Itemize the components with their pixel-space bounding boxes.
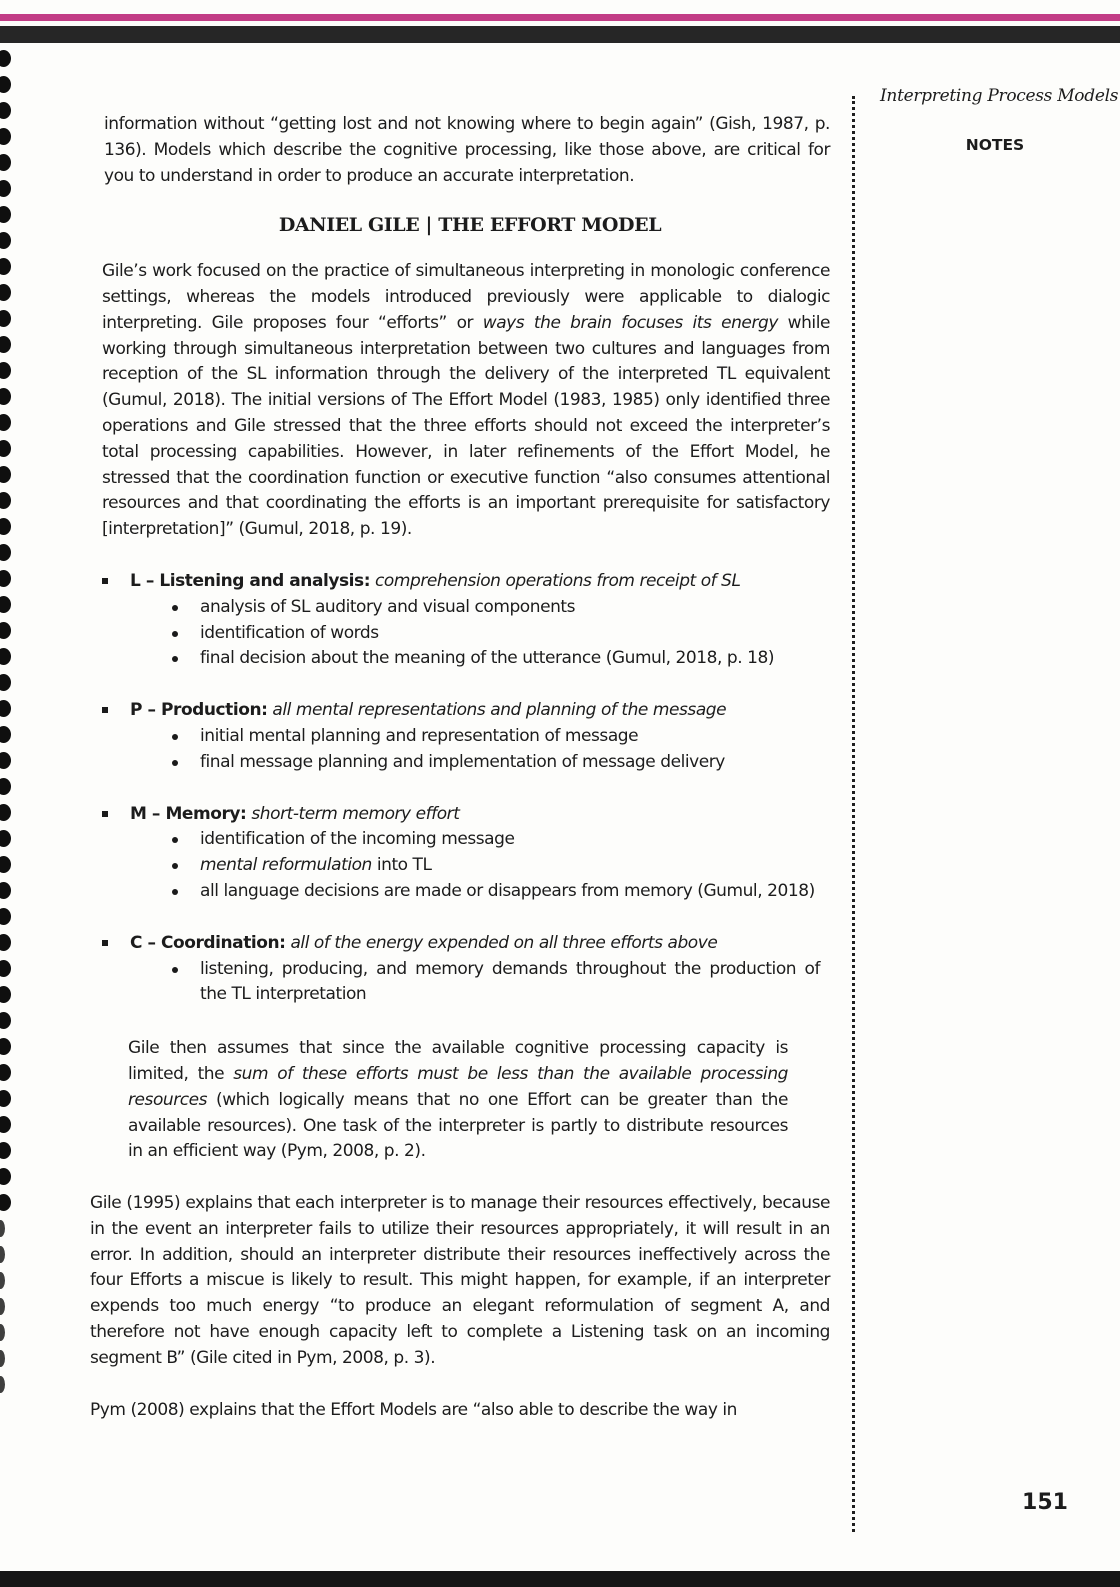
effort-description: all of the energy expended on all three efforts above — [290, 932, 718, 953]
intro-paragraph: information without “getting lost and not knowing where to begin again” (Gish, 1987, p. 136). Models which describe the cognitive processing, like those above, are critical for you to understand in order to produce an accurate interpretation. — [104, 114, 830, 186]
binding-hole — [0, 544, 11, 561]
gile-paragraph: Gile’s work focused on the practice of simultaneous interpreting in monologic conference settings, whereas the models introduced previously were applicable to dialogic interpreting. Gile proposes four “efforts” or ways the brain focuses its energy while working through simultaneous interpretation between two cultures and languages from reception of the SL information through the delivery of the interpreted TL equivalent (Gumul, 2018). The initial versions of The Effort Model (1983, 1985) only identified three operations and Gile stressed that the three efforts should not exceed the interpreter’s total processing capabilities. However, in later refinements of the Effort Model, he stressed that the coordination function or executive function “also consumes attentional resources and that coordinating the efforts is an important prerequisite for satisfactory [interpretation]” (Gumul, 2018, p. 19). — [102, 261, 830, 540]
square-bullet-icon — [102, 707, 108, 713]
binding-hole — [0, 50, 11, 67]
notes-label: NOTES — [965, 136, 1025, 154]
spiral-binding — [0, 50, 14, 1410]
binding-hole — [0, 830, 11, 847]
binding-hole — [0, 856, 11, 873]
effort-items — [130, 957, 830, 1009]
top-accent-bar — [0, 14, 1120, 21]
binding-hole — [0, 258, 11, 275]
effort-items — [130, 724, 830, 776]
binding-hole — [0, 414, 11, 431]
effort-label: M – Memory: — [130, 803, 247, 824]
effort-coordination — [90, 931, 830, 1008]
binding-hole — [0, 180, 11, 197]
list-item: final message planning and implementation of message delivery — [200, 750, 830, 776]
binding-hole — [0, 700, 11, 717]
binding-hole — [0, 726, 11, 743]
emphasis: sum of these efforts must be less than the available processing resources — [128, 1063, 788, 1110]
effort-listening — [90, 569, 830, 672]
binding-hole — [0, 1168, 11, 1185]
binding-hole — [0, 440, 11, 457]
binding-hole — [0, 232, 11, 249]
bottom-black-bar — [0, 1571, 1120, 1587]
binding-hole — [0, 804, 11, 821]
binding-hole — [0, 128, 11, 145]
binding-hole — [0, 1376, 5, 1393]
effort-label: P – Production: — [130, 700, 268, 721]
binding-hole — [0, 362, 11, 379]
page-number: 151 — [1022, 1490, 1068, 1515]
effort-description: all mental representations and planning of the message — [272, 700, 727, 721]
pym-paragraph: Pym (2008) explains that the Effort Models are “also able to describe the way in — [90, 1399, 737, 1420]
binding-hole — [0, 622, 11, 639]
binding-hole — [0, 1038, 11, 1055]
list-item: final decision about the meaning of the utterance (Gumul, 2018, p. 18) — [200, 646, 830, 672]
main-text — [90, 112, 830, 1423]
binding-hole — [0, 882, 11, 899]
running-head: Interpreting Process Models — [880, 86, 1119, 106]
binding-hole — [0, 284, 11, 301]
binding-hole — [0, 1272, 5, 1289]
square-bullet-icon — [102, 578, 108, 584]
binding-hole — [0, 336, 11, 353]
binding-hole — [0, 1090, 11, 1107]
binding-hole — [0, 778, 11, 795]
effort-items — [130, 595, 830, 672]
binding-hole — [0, 388, 11, 405]
binding-hole — [0, 596, 11, 613]
binding-hole — [0, 1116, 11, 1133]
list-item: identification of the incoming message — [200, 827, 830, 853]
binding-hole — [0, 1298, 5, 1315]
binding-hole — [0, 1324, 5, 1341]
binding-hole — [0, 466, 11, 483]
binding-hole — [0, 960, 11, 977]
binding-hole — [0, 570, 11, 587]
binding-hole — [0, 310, 11, 327]
effort-memory — [90, 802, 830, 905]
binding-hole — [0, 648, 11, 665]
binding-hole — [0, 1142, 11, 1159]
binding-hole — [0, 1194, 11, 1211]
section-heading: DANIEL GILE | THE EFFORT MODEL — [278, 214, 662, 237]
effort-label: L – Listening and analysis: — [130, 570, 371, 591]
binding-hole — [0, 102, 11, 119]
binding-hole — [0, 76, 11, 93]
assumes-paragraph: Gile then assumes that since the available cognitive processing capacity is limited, the sum of these efforts must be less than the available processing resources (which logically means that no one Effort can be greater than the available resources). One task of the interpreter is partly to distribute resources in an efficient way (Pym, 2008, p. 2). — [128, 1038, 788, 1162]
square-bullet-icon — [102, 940, 108, 946]
effort-label: C – Coordination: — [130, 932, 286, 953]
square-bullet-icon — [102, 811, 108, 817]
list-item: identification of words — [200, 621, 830, 647]
binding-hole — [0, 908, 11, 925]
binding-hole — [0, 154, 11, 171]
effort-items — [130, 827, 830, 904]
binding-hole — [0, 934, 11, 951]
emphasis: ways the brain focuses its energy — [482, 312, 778, 333]
binding-hole — [0, 1350, 5, 1367]
binding-hole — [0, 206, 11, 223]
top-black-bar — [0, 26, 1120, 43]
list-item: listening, producing, and memory demands throughout the production of the TL interpretation — [200, 957, 830, 1009]
binding-hole — [0, 1064, 11, 1081]
effort-description: comprehension operations from receipt of SL — [375, 570, 741, 591]
binding-hole — [0, 674, 11, 691]
effort-description: short-term memory effort — [251, 803, 460, 824]
binding-hole — [0, 492, 11, 509]
binding-hole — [0, 1246, 5, 1263]
binding-hole — [0, 752, 11, 769]
binding-hole — [0, 518, 11, 535]
binding-hole — [0, 1012, 11, 1029]
list-item: mental reformulation into TL — [200, 853, 830, 879]
binding-hole — [0, 986, 11, 1003]
list-item: all language decisions are made or disappears from memory (Gumul, 2018) — [200, 879, 830, 905]
effort-production — [90, 698, 830, 775]
list-item: analysis of SL auditory and visual components — [200, 595, 830, 621]
notes-divider — [852, 96, 855, 1532]
list-item: initial mental planning and representation of message — [200, 724, 830, 750]
explains-paragraph: Gile (1995) explains that each interpreter is to manage their resources effectively, because in the event an interpreter fails to utilize their resources appropriately, it will result in an error. In addition, should an interpreter distribute their resources ineffectively across the four Efforts a miscue is likely to result. This might happen, for example, if an interpreter expends too much energy “to produce an elegant reformulation of segment A, and therefore not have enough capacity left to complete a Listening task on an incoming segment B” (Gile cited in Pym, 2008, p. 3). — [90, 1193, 830, 1368]
binding-hole — [0, 1220, 5, 1237]
